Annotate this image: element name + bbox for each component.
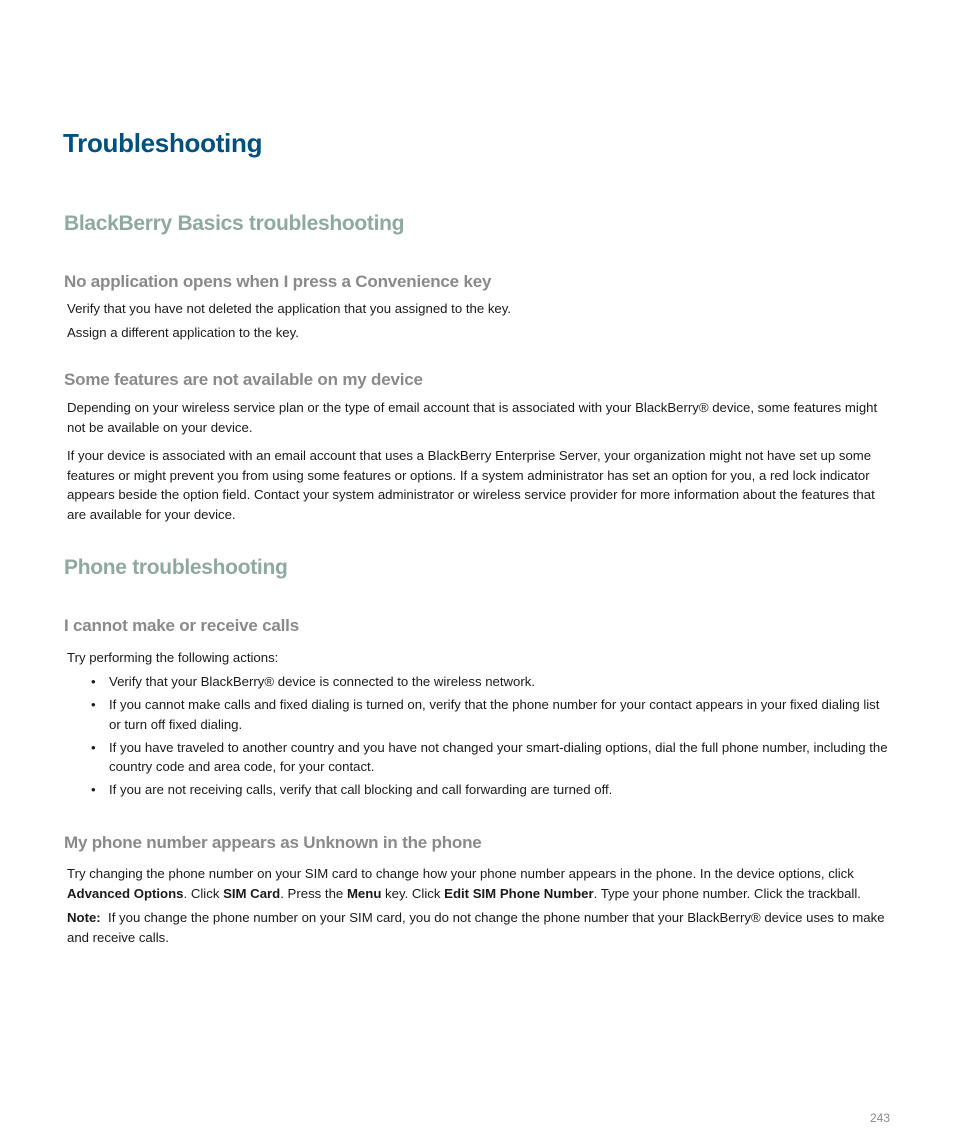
- bullet-icon: •: [91, 782, 96, 797]
- list-item-text: If you are not receiving calls, verify that call blocking and call forwarding are turned off.: [109, 782, 613, 797]
- section-heading-blackberry-basics: BlackBerry Basics troubleshooting: [64, 212, 405, 235]
- bullet-icon: •: [91, 674, 96, 689]
- topic-heading-phone-number-unknown: My phone number appears as Unknown in the phone: [64, 833, 482, 852]
- ui-term: Edit SIM Phone Number: [444, 885, 594, 901]
- note-paragraph: [67, 908, 893, 947]
- paragraph: Depending on your wireless service plan or the type of email account that is associated with your BlackBerry® device, some features might not be available on your device.: [67, 400, 878, 435]
- list-item: [91, 780, 893, 800]
- ui-term: Menu: [346, 885, 382, 901]
- paragraph: Verify that you have not deleted the application that you assigned to the key.: [67, 301, 512, 316]
- list-item: [91, 672, 893, 692]
- page-number: 243: [869, 1111, 890, 1125]
- topic-heading-cannot-make-calls: I cannot make or receive calls: [64, 616, 299, 635]
- ui-term: SIM Card: [223, 885, 281, 901]
- bullet-icon: •: [91, 739, 96, 755]
- page-title: Troubleshooting: [63, 128, 263, 158]
- paragraph-instructions: Try changing the phone number on your SIM card to change how your phone number appears in the phone. In the device options, click Advanced Options. Click SIM Card. Press the Menu key. Click Edit SIM Phone Number. Type your phone number. Click the trackball.: [67, 866, 861, 901]
- bullet-icon: •: [91, 697, 96, 712]
- paragraph: Assign a different application to the key.: [67, 325, 299, 340]
- bullet-list: [91, 672, 893, 803]
- list-item-text: If you have traveled to another country and you have not changed your smart-dialing options, dial the full phone number, including the country code and area code, for your contact.: [109, 739, 888, 774]
- ui-term: Advanced Options: [67, 885, 184, 901]
- section-heading-phone: Phone troubleshooting: [64, 556, 288, 579]
- list-item: [91, 738, 893, 777]
- paragraph-intro: Try performing the following actions:: [67, 650, 279, 665]
- note-label: Note:: [67, 910, 101, 925]
- list-item-text: If you cannot make calls and fixed dialing is turned on, verify that the phone number for your contact appears in your fixed dialing list or turn off fixed dialing.: [109, 697, 880, 732]
- topic-heading-convenience-key: No application opens when I press a Convenience key: [64, 272, 492, 291]
- list-item: [91, 695, 893, 734]
- list-item-text: Verify that your BlackBerry® device is connected to the wireless network.: [109, 674, 536, 689]
- topic-heading-features-not-available: Some features are not available on my device: [64, 370, 423, 389]
- paragraph: If your device is associated with an email account that uses a BlackBerry Enterprise Server, your organization might not have set up some features or might prevent you from using some features or options. If a system administrator has set an option for you, a red lock indicator appears beside the option field. Contact your system administrator or wireless service provider for more information about the features that are available for your device.: [67, 448, 875, 522]
- note-text: If you change the phone number on your SIM card, you do not change the phone number that your BlackBerry® device uses to make and receive calls.: [67, 910, 885, 945]
